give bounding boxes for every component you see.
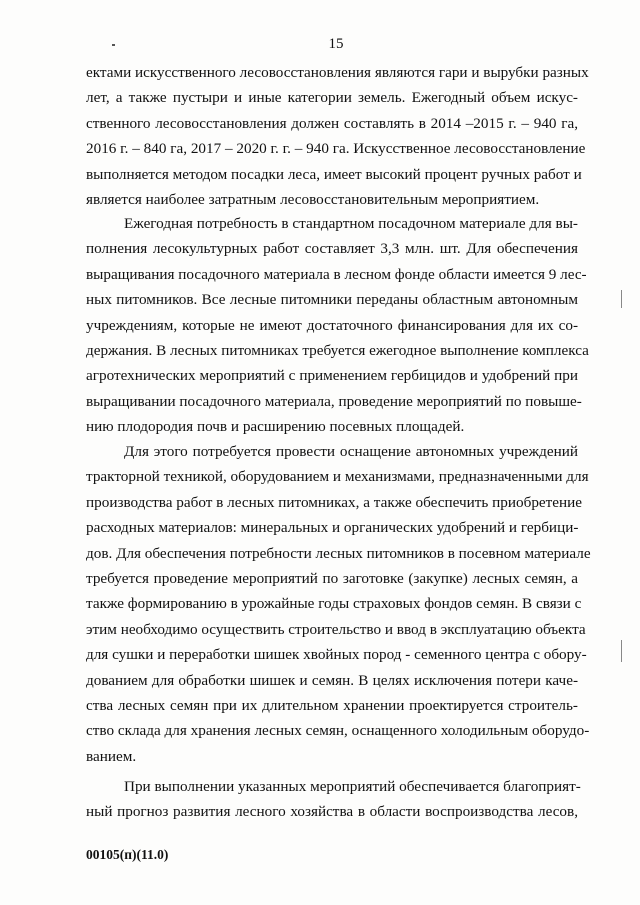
text-line: расходных материалов: минеральных и органических удобрений и гербици- (86, 519, 579, 537)
text-line: выполняется методом посадки леса, имеет высокий процент ручных работ и (86, 165, 582, 183)
text-line: также формированию в урожайные годы страховых фондов семян. В связи с (86, 595, 582, 613)
text-line: Для этого потребуется провести оснащение автономных учреждений (124, 443, 578, 460)
text-line: агротехнических мероприятий с применением гербицидов и удобрений при (86, 367, 578, 385)
text-line: производства работ в лесных питомниках, а также обеспечить приобретение (86, 493, 583, 511)
text-line: ных питомников. Все лесные питомники переданы областным автономным (86, 291, 578, 309)
text-line: требуется проведение мероприятий по заготовке (закупке) лесных семян, а (86, 569, 578, 587)
page-number: 15 (328, 36, 344, 52)
text-line: ный прогноз развития лесного хозяйства в области воспроизводства лесов, (86, 803, 578, 821)
text-line: 2016 г. – 840 га, 2017 – 2020 г. г. – 940 га. Искусственное лесовосстановление (86, 140, 586, 158)
text-line: держания. В лесных питомниках требуется ежегодное выполнение комплекса (86, 341, 589, 359)
paragraph (86, 774, 581, 825)
text-line: При выполнении указанных мероприятий обеспечивается благоприят- (124, 778, 581, 795)
text-line: является наиболее затратным лесовосстановительным мероприятием. (86, 190, 540, 208)
text-line: полнения лесокультурных работ составляет 3,3 млн. шт. Для обеспечения (86, 240, 578, 258)
document-code: 00105(п)(11.0) (86, 847, 169, 862)
text-line: выращивания посадочного материала в лесном фонде области имеется 9 лес- (86, 265, 587, 283)
text-line: дованием для обработки шишек и семян. В целях исключения потери каче- (86, 671, 578, 689)
paragraph (86, 211, 589, 440)
text-line: ство склада для хранения лесных семян, оснащенного холодильным оборудо- (86, 722, 590, 740)
text-line: лет, а также пустыри и иные категории земель. Ежегодный объем искус- (86, 89, 578, 107)
text-line: ектами искусственного лесовосстановления являются гари и вырубки разных (86, 64, 589, 81)
margin-mark (621, 640, 622, 662)
margin-mark (621, 290, 622, 308)
text-line: учреждениям, которые не имеют достаточного финансирования для их со- (86, 316, 578, 334)
text-line: ства лесных семян при их длительном хранении проектируется строитель- (86, 696, 578, 714)
text-line: нию плодородия почв и расширению посевных площадей. (86, 418, 465, 436)
text-line: выращивании посадочного материала, проведение мероприятий по повыше- (86, 392, 582, 410)
text-line: ственного лесовосстановления должен составлять в 2014 –2015 г. – 940 га, (86, 114, 578, 132)
text-line: для сушки и переработки шишек хвойных пород - семенного центра с обору- (86, 646, 587, 664)
paragraph (86, 60, 589, 212)
text-line: тракторной техникой, оборудованием и механизмами, предназначенными для (86, 468, 589, 486)
text-line: Ежегодная потребность в стандартном посадочном материале для вы- (124, 215, 578, 232)
paragraph (86, 439, 591, 769)
text-line: дов. Для обеспечения потребности лесных питомников в посевном материале (86, 544, 591, 562)
text-line: этим необходимо осуществить строительство и ввод в эксплуатацию объекта (86, 620, 586, 638)
text-line: ванием. (86, 747, 137, 765)
